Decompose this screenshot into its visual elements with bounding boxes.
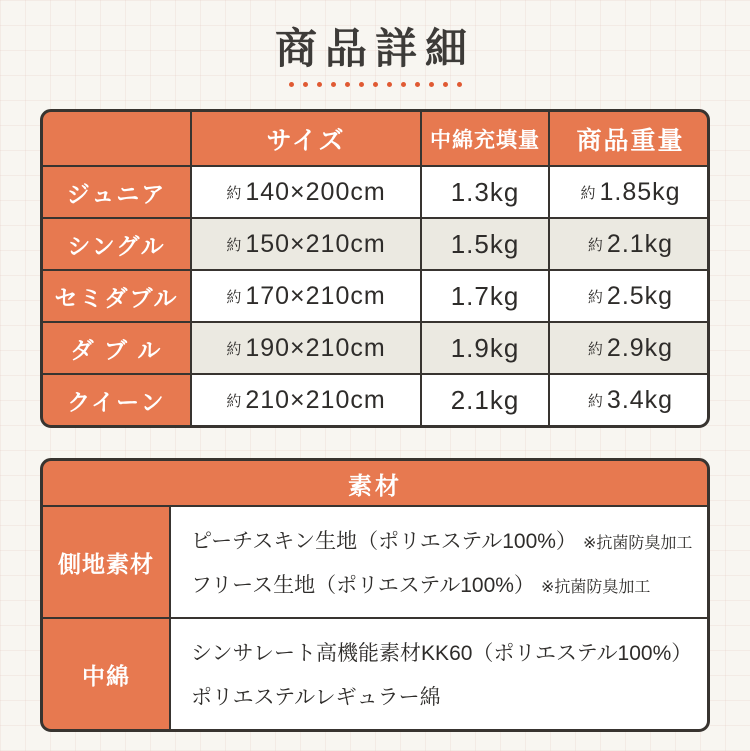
dot <box>331 82 336 87</box>
approx-prefix: 約 <box>587 392 603 410</box>
filling-content <box>171 619 707 729</box>
dot <box>443 82 448 87</box>
weight-value: 2.1kg <box>606 229 674 258</box>
material-line <box>191 569 650 599</box>
title-dotted-divider <box>0 82 750 87</box>
weight-cell <box>550 375 710 425</box>
row-label-filling: 中綿 <box>43 619 169 729</box>
size-value: 190×210cm <box>245 333 386 362</box>
material-line <box>191 525 692 555</box>
materials-table <box>40 458 710 732</box>
approx-prefix: 約 <box>226 392 242 410</box>
row-label-double: ダ ブ ル <box>43 323 190 373</box>
material-line <box>191 681 447 711</box>
row-label-outer-fabric: 側地素材 <box>43 507 169 617</box>
weight-cell <box>550 271 710 321</box>
size-cell <box>192 323 420 373</box>
fill-value: 2.1kg <box>450 384 520 415</box>
approx-prefix: 約 <box>587 340 603 358</box>
dot <box>373 82 378 87</box>
fill-value: 1.3kg <box>450 176 520 207</box>
approx-prefix: 約 <box>226 184 242 202</box>
approx-prefix: 約 <box>226 340 242 358</box>
title-section <box>0 0 750 87</box>
dot <box>457 82 462 87</box>
material-text: ポリエステルレギュラー綿 <box>191 686 441 709</box>
row-label-queen: クイーン <box>43 375 190 425</box>
size-value: 210×210cm <box>245 385 386 414</box>
fill-value: 1.9kg <box>450 332 520 363</box>
size-value: 170×210cm <box>245 281 386 310</box>
size-cell <box>192 219 420 269</box>
weight-cell <box>550 323 710 373</box>
weight-cell <box>550 167 710 217</box>
size-value: 150×210cm <box>245 229 386 258</box>
size-cell <box>192 271 420 321</box>
materials-table-title: 素材 <box>43 461 707 505</box>
dot <box>359 82 364 87</box>
fill-cell <box>422 219 548 269</box>
dot <box>429 82 434 87</box>
material-note: ※抗菌防臭加工 <box>540 579 651 596</box>
size-cell <box>192 375 420 425</box>
row-label-semidouble: セミダブル <box>43 271 190 321</box>
dot <box>401 82 406 87</box>
weight-value: 3.4kg <box>606 385 674 414</box>
material-text: シンサレート高機能素材KK60（ポリエステル100%） <box>191 642 693 665</box>
fill-cell <box>422 323 548 373</box>
fill-cell <box>422 167 548 217</box>
row-label-single: シングル <box>43 219 190 269</box>
weight-cell <box>550 219 710 269</box>
dot <box>415 82 420 87</box>
fill-value: 1.5kg <box>450 228 520 259</box>
row-label-junior: ジュニア <box>43 167 190 217</box>
weight-value: 2.9kg <box>606 333 674 362</box>
weight-value: 1.85kg <box>599 177 681 206</box>
approx-prefix: 約 <box>587 288 603 306</box>
column-header-size: サイズ <box>192 112 420 165</box>
size-cell <box>192 167 420 217</box>
dot <box>345 82 350 87</box>
weight-value: 2.5kg <box>606 281 674 310</box>
approx-prefix: 約 <box>587 236 603 254</box>
material-text: ピーチスキン生地（ポリエステル100%） <box>191 530 577 553</box>
dot <box>387 82 392 87</box>
fill-cell <box>422 271 548 321</box>
page-title: 商品詳細 <box>274 25 475 72</box>
material-line <box>191 637 698 667</box>
spec-table <box>40 109 710 428</box>
dot <box>289 82 294 87</box>
size-value: 140×200cm <box>245 177 386 206</box>
material-note: ※抗菌防臭加工 <box>582 535 693 552</box>
approx-prefix: 約 <box>226 236 242 254</box>
fill-value: 1.7kg <box>450 280 520 311</box>
outer-fabric-content <box>171 507 707 617</box>
dot <box>303 82 308 87</box>
column-header-fill: 中綿充填量 <box>422 112 548 165</box>
fill-cell <box>422 375 548 425</box>
material-text: フリース生地（ポリエステル100%） <box>191 574 535 597</box>
approx-prefix: 約 <box>580 184 596 202</box>
column-header-weight: 商品重量 <box>550 112 710 165</box>
dot <box>317 82 322 87</box>
approx-prefix: 約 <box>226 288 242 306</box>
column-header-empty <box>43 112 190 165</box>
